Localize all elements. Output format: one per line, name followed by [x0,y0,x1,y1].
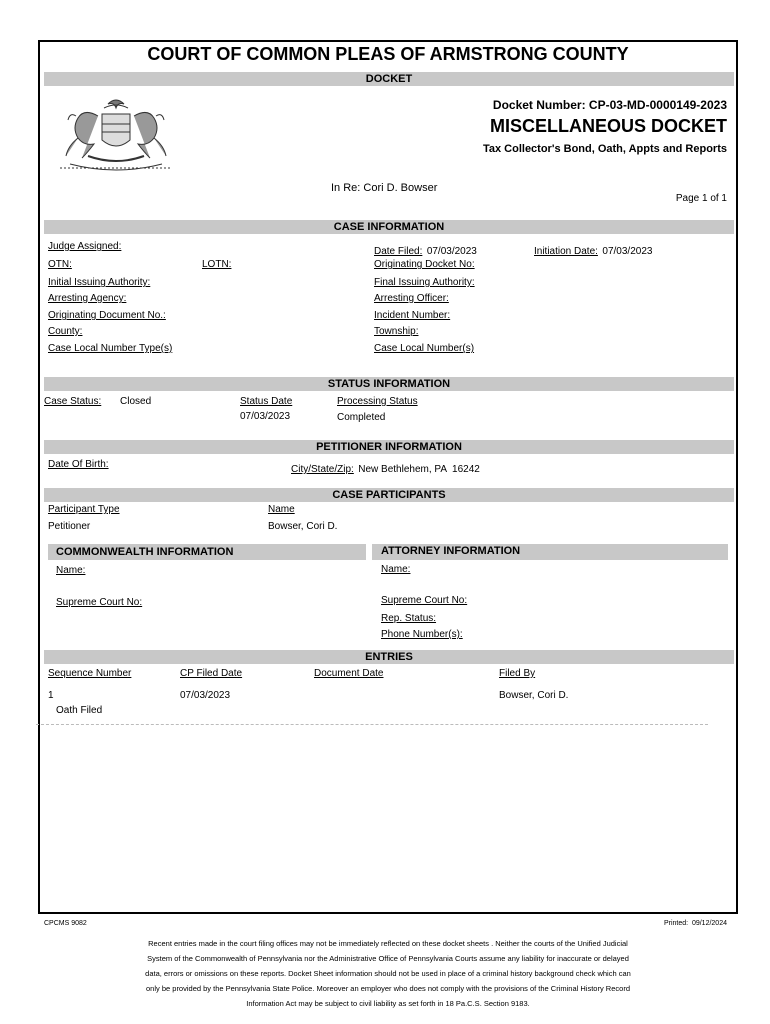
status-information-bar: STATUS INFORMATION [44,377,734,391]
case-information-bar: CASE INFORMATION [44,220,734,234]
status-date-label: Status Date [240,396,293,407]
otn-label: OTN: [48,259,72,270]
county-label: County: [48,326,83,337]
phone-numbers-label: Phone Number(s): [381,629,463,640]
incident-number-label: Incident Number: [374,310,451,321]
case-local-number-type-label: Case Local Number Type(s) [48,343,173,354]
participant-name-value: Bowser, Cori D. [268,521,338,532]
court-title: COURT OF COMMON PLEAS OF ARMSTRONG COUNTY [147,44,629,64]
disclaimer-line: System of the Commonwealth of Pennsylvania nor the Administrative Office of Pennsylvania Courts assume any liability for inaccurate or delayed [147,954,629,963]
document-date-header: Document Date [314,668,384,679]
disclaimer-line: Recent entries made in the court filing offices may not be immediately reflected on these docket sheets . Neither the courts of the Unified Judicial [148,939,628,948]
entry-sequence: 1 [48,690,54,701]
pennsylvania-coat-of-arms-icon [48,94,184,178]
participant-type-value: Petitioner [48,521,91,532]
form-code: CPCMS 9082 [44,920,87,927]
originating-docket-label: Originating Docket No: [374,259,475,270]
case-status-label: Case Status: [44,396,102,407]
disclaimer-line: Information Act may be subject to civil liability as set forth in 18 Pa.C.S. Section 9183. [246,999,530,1008]
date-of-birth-label: Date Of Birth: [48,459,109,470]
entries-divider [36,724,708,725]
township-label: Township: [374,326,419,337]
disclaimer-line: data, errors or omissions on these reports. Docket Sheet information should not be used in place of a criminal history background check which can [145,969,631,978]
date-filed-label: Date Filed: [374,246,423,257]
lotn-label: LOTN: [202,259,232,270]
entry-description: Oath Filed [56,705,103,716]
status-date-value: 07/03/2023 [240,411,291,422]
docket-type: MISCELLANEOUS DOCKET [489,116,727,136]
sequence-number-header: Sequence Number [48,668,132,679]
docket-number: Docket Number: CP-03-MD-0000149-2023 [492,98,727,112]
date-filed-field [374,241,477,259]
arresting-officer-label: Arresting Officer: [374,293,449,304]
case-participants-bar: CASE PARTICIPANTS [44,488,734,502]
participant-name-label: Name [268,504,295,515]
processing-status-label: Processing Status [337,396,418,407]
page-indicator: Page 1 of 1 [675,193,727,204]
case-status-value: Closed [120,396,152,407]
petitioner-information-bar: PETITIONER INFORMATION [44,440,734,454]
city-state-zip-value: New Bethlehem, PA 16242 [358,464,480,475]
initiation-date-value: 07/03/2023 [602,246,653,257]
attorney-information-heading: ATTORNEY INFORMATION [381,545,521,557]
entry-cp-filed-date: 07/03/2023 [180,690,231,701]
case-local-numbers-label: Case Local Number(s) [374,343,475,354]
initial-issuing-authority-label: Initial Issuing Authority: [48,277,151,288]
processing-status-value: Completed [337,412,386,423]
judge-assigned-label: Judge Assigned: [48,241,122,252]
printed-date: Printed: 09/12/2024 [663,920,727,927]
attorney-supreme-court-label: Supreme Court No: [381,595,468,606]
commonwealth-information-heading: COMMONWEALTH INFORMATION [56,546,234,558]
date-filed-value: 07/03/2023 [426,246,477,257]
filed-by-header: Filed By [499,668,536,679]
in-re: In Re: Cori D. Bowser [331,182,438,194]
disclaimer [40,936,736,1011]
attorney-name-label: Name: [381,564,411,575]
entries-bar: ENTRIES [44,650,734,664]
rep-status-label: Rep. Status: [381,613,437,624]
participant-type-label: Participant Type [48,504,120,515]
city-state-zip-field [291,459,480,477]
city-state-zip-label: City/State/Zip: [291,464,354,475]
originating-document-label: Originating Document No.: [48,310,166,321]
docket-bar: DOCKET [44,72,734,86]
cp-filed-date-header: CP Filed Date [180,668,243,679]
commonwealth-name-label: Name: [56,565,86,576]
commonwealth-supreme-court-label: Supreme Court No: [56,597,143,608]
initiation-date-label: Initiation Date: [534,246,598,257]
docket-subtitle: Tax Collector's Bond, Oath, Appts and Reports [482,143,727,155]
disclaimer-line: only be provided by the Pennsylvania State Police. Moreover an employer who does not comply with the provisions of the Criminal History Record [146,984,630,993]
entry-filed-by: Bowser, Cori D. [499,690,569,701]
final-issuing-authority-label: Final Issuing Authority: [374,277,475,288]
arresting-agency-label: Arresting Agency: [48,293,127,304]
initiation-date-field [534,241,652,259]
